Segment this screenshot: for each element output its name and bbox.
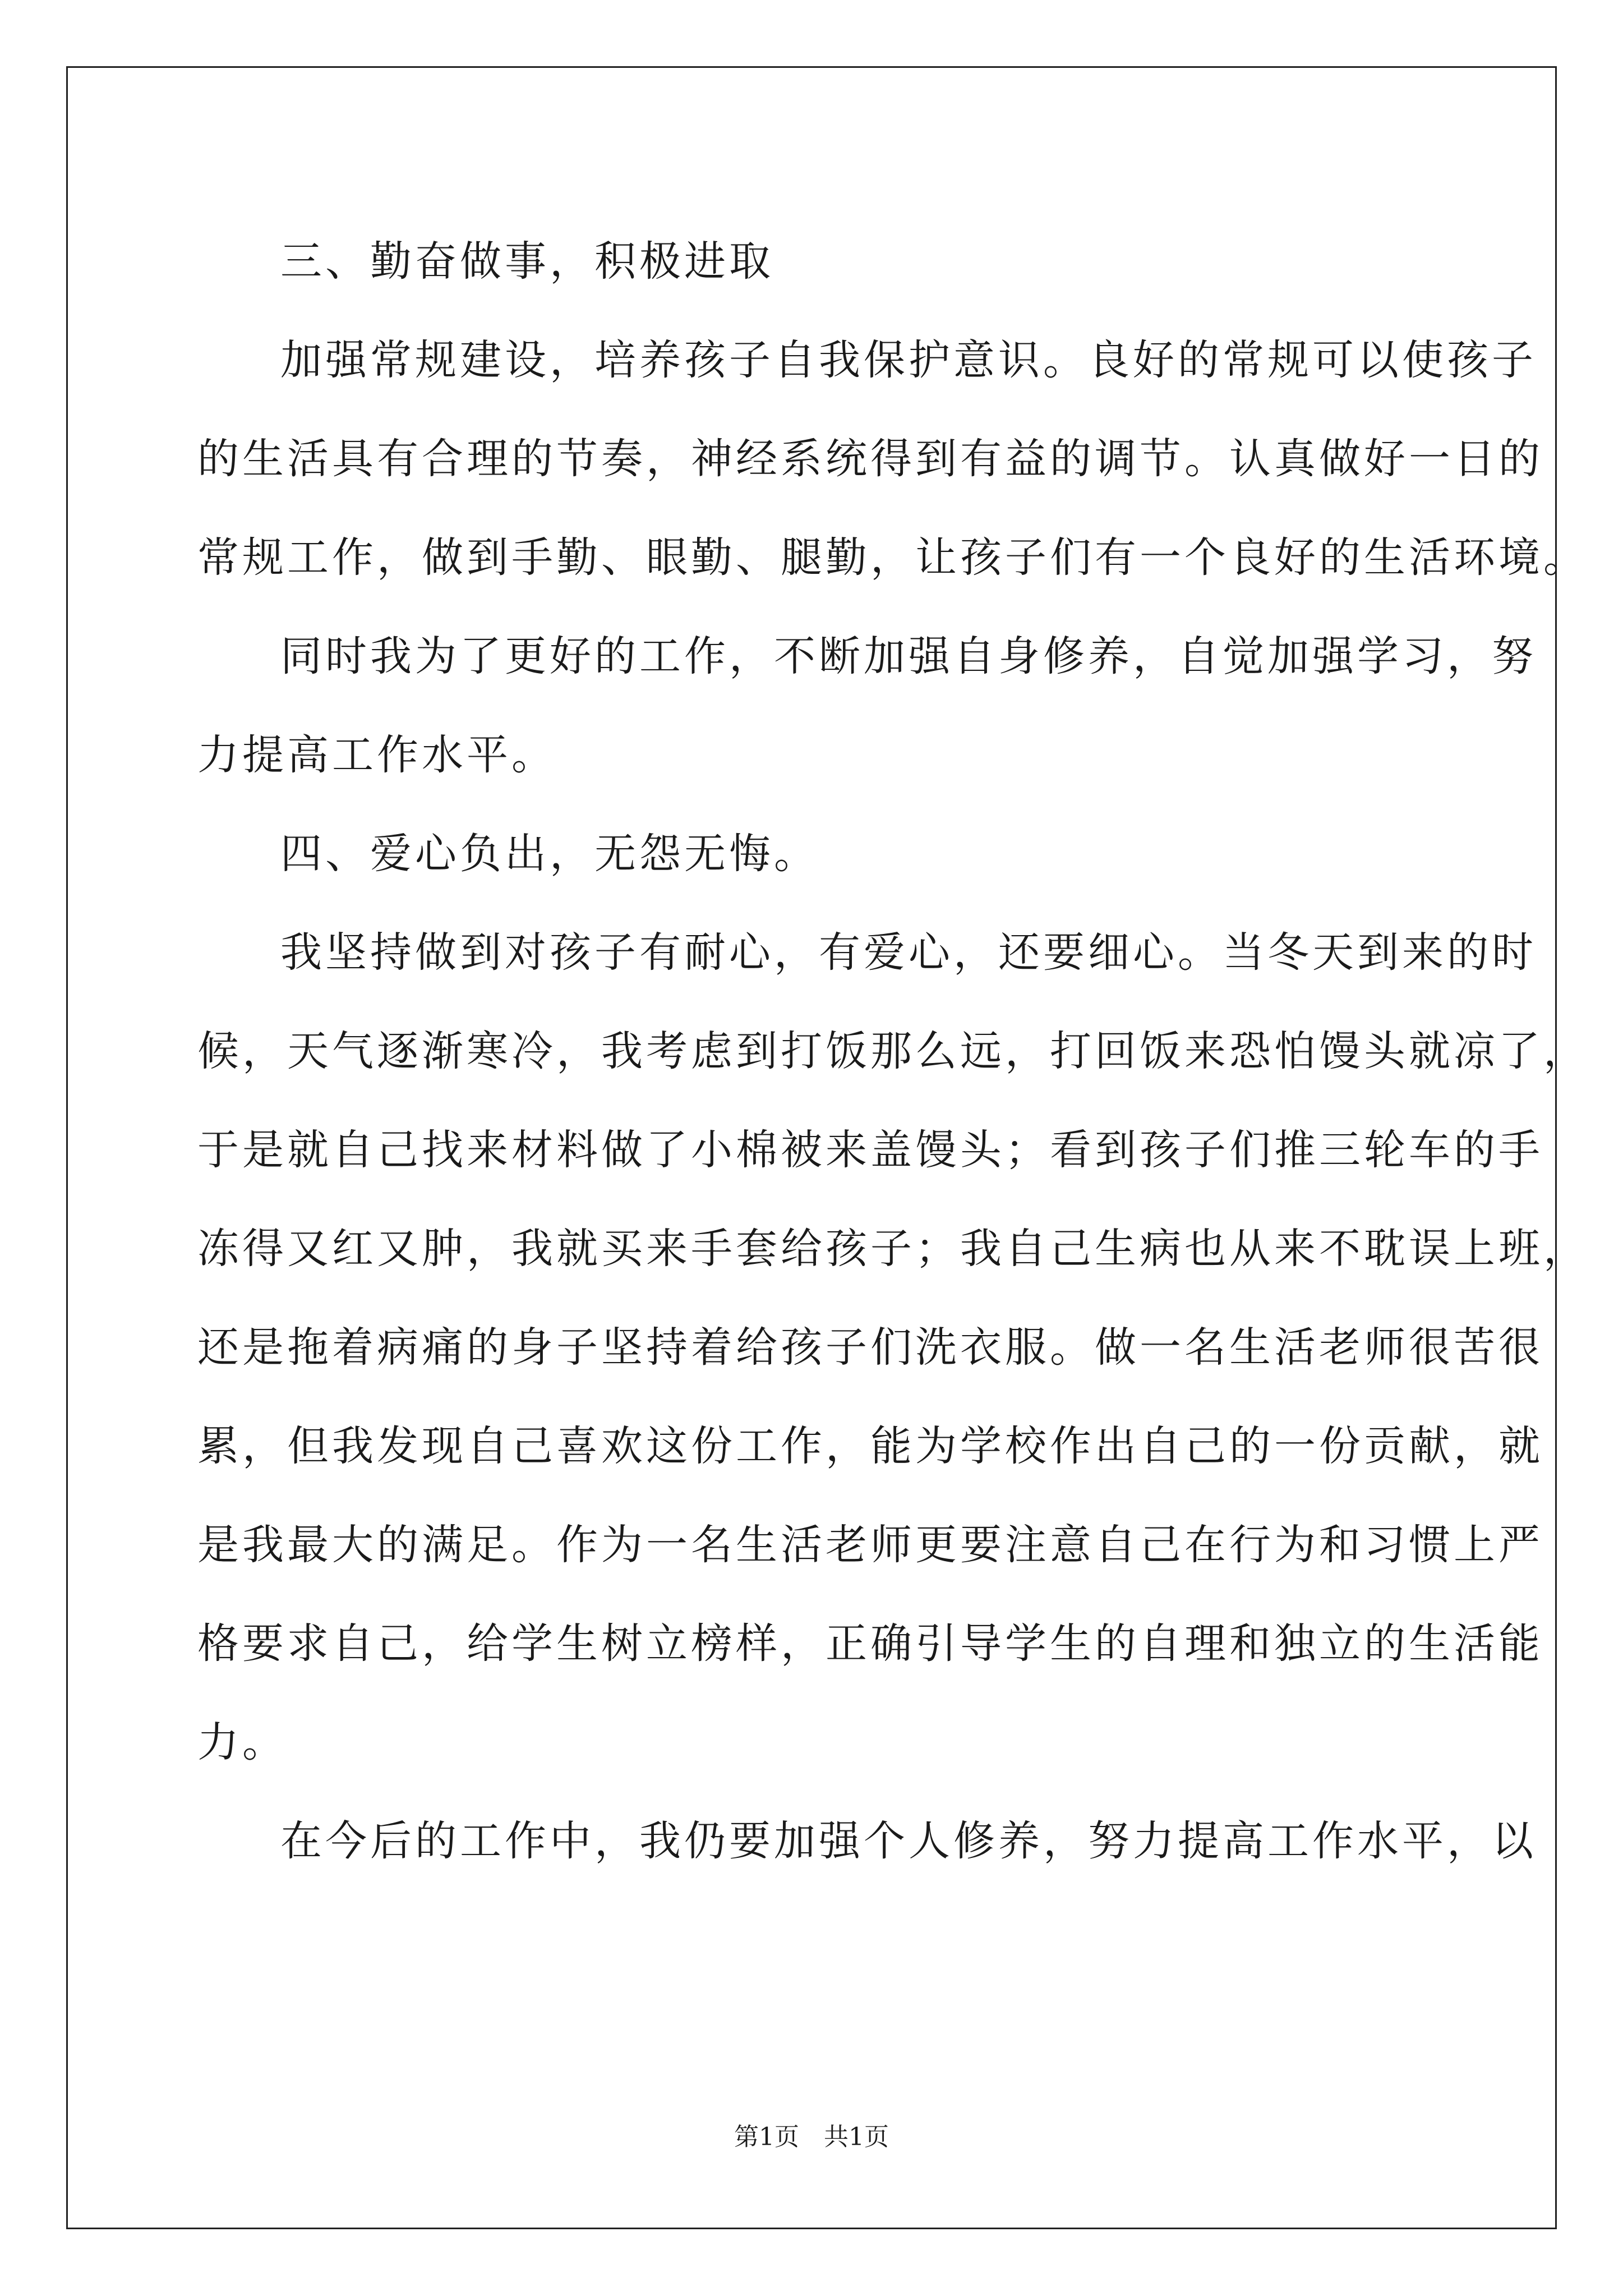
page-number-footer: 第1页 共1页 (734, 2123, 889, 2151)
paragraph-line: 力。 (197, 1718, 287, 1766)
paragraph-line: 候，天气逐渐寒冷，我考虑到打饭那么远，打回饭来恐怕馒头就凉了， (197, 1027, 1588, 1075)
paragraph-line: 累，但我发现自己喜欢这份工作，能为学校作出自己的一份贡献，就 (197, 1422, 1543, 1470)
paragraph-line: 力提高工作水平。 (197, 731, 556, 779)
document-body (197, 212, 1588, 1890)
paragraph-line: 加强常规建设，培养孩子自我保护意识。良好的常规可以使孩子 (280, 336, 1537, 384)
paragraph-line: 的生活具有合理的节奏，神经系统得到有益的调节。认真做好一日的 (197, 435, 1543, 483)
section-heading-4: 四、爱心负出，无怨无悔。 (280, 830, 819, 878)
paragraph-line: 我坚持做到对孩子有耐心，有爱心，还要细心。当冬天到来的时 (280, 928, 1537, 977)
paragraph-line: 在今后的工作中，我仍要加强个人修养，努力提高工作水平，以 (280, 1817, 1537, 1865)
paragraph-line: 是我最大的满足。作为一名生活老师更要注意自己在行为和习惯上严 (197, 1521, 1543, 1569)
section-heading-3: 三、勤奋做事，积极进取 (280, 237, 774, 286)
paragraph-line: 同时我为了更好的工作，不断加强自身修养，自觉加强学习，努 (280, 632, 1537, 680)
paragraph-line: 还是拖着病痛的身子坚持着给孩子们洗衣服。做一名生活老师很苦很 (197, 1323, 1543, 1372)
paragraph-line: 格要求自己，给学生树立榜样，正确引导学生的自理和独立的生活能 (197, 1619, 1543, 1668)
paragraph-line: 冻得又红又肿，我就买来手套给孩子；我自己生病也从来不耽误上班， (197, 1225, 1588, 1273)
paragraph-line: 常规工作，做到手勤、眼勤、腿勤，让孩子们有一个良好的生活环境。 (197, 533, 1588, 582)
paragraph-line: 于是就自己找来材料做了小棉被来盖馒头；看到孩子们推三轮车的手 (197, 1126, 1543, 1174)
